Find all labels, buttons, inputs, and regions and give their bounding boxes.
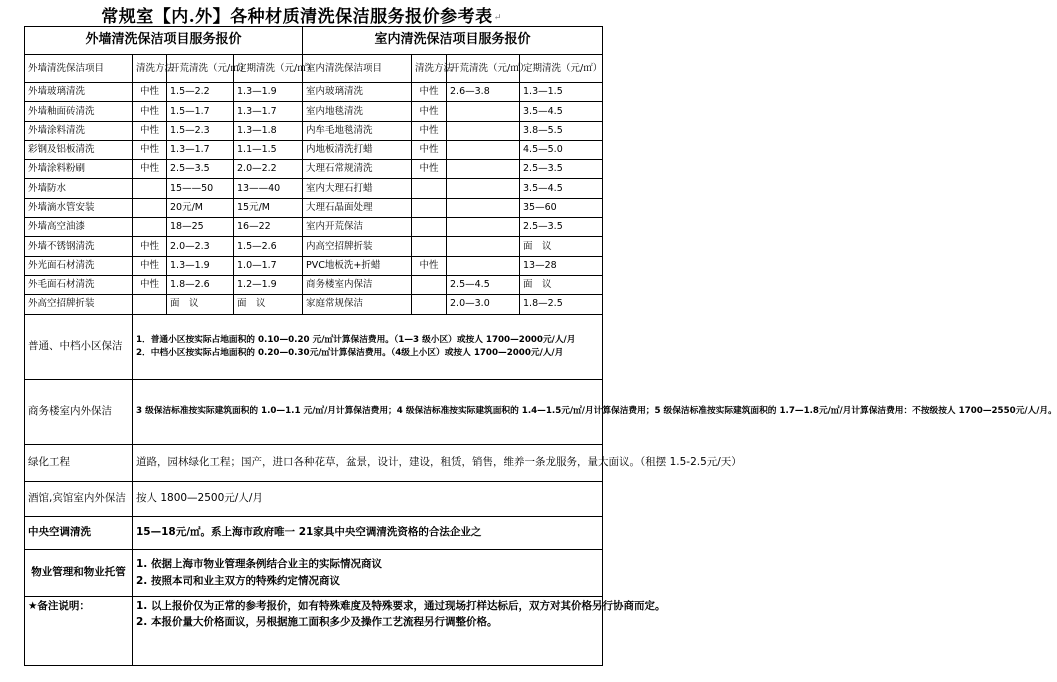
ac-text: 15—18元/㎡。系上海市政府唯一 21家具中央空调清洗资格的合法企业之 [133,516,603,549]
cell-outdoor-regular: 1.3—1.8 [234,121,303,140]
office-text: 3 级保洁标准按实际建筑面积的 1.0—1.1 元/㎡/月计算保洁费用；4 级保洁标准按实际建筑面积的 1.4—1.5元/㎡/月计算保洁费用；5 级保洁标准按实际建筑面积的 1.7—1.8元/㎡/月计算保洁费用：不按级按人 1700—2550元/人/月。 [133,379,603,444]
cell-indoor-initial [447,160,520,179]
cell-outdoor-regular: 1.5—2.6 [234,237,303,256]
property-label: 物业管理和物业托管 [25,549,133,596]
cell-indoor-initial [447,256,520,275]
cell-indoor-method: 中性 [412,256,447,275]
cell-outdoor-initial: 18—25 [167,218,234,237]
cell-indoor-item: 大理石晶面处理 [303,198,412,217]
document-title [0,2,603,27]
cell-outdoor-regular: 2.0—2.2 [234,160,303,179]
cell-outdoor-method [133,218,167,237]
cell-outdoor-regular: 16—22 [234,218,303,237]
remarks-line-2: 2. 本报价量大价格面议，另根据施工面积多少及操作工艺流程另行调整价格。 [136,615,498,628]
col-head-indoor-item: 室内清洗保洁项目 [303,55,412,83]
cell-indoor-method: 中性 [412,102,447,121]
cell-indoor-method: 中性 [412,140,447,159]
table-row [25,218,603,237]
office-row [25,379,603,444]
paragraph-mark: ↵ [493,12,502,23]
cell-outdoor-item: 外光面石材清洗 [25,256,133,275]
cell-outdoor-item: 外墙防水 [25,179,133,198]
residential-row [25,314,603,379]
cell-indoor-regular: 2.5—3.5 [520,218,603,237]
cell-indoor-regular: 3.8—5.5 [520,121,603,140]
cell-outdoor-item: 外墙滴水管安装 [25,198,133,217]
cell-indoor-initial [447,121,520,140]
cell-outdoor-item: 外墙涂料粉刷 [25,160,133,179]
hotel-label: 酒馆,宾馆室内外保洁 [25,481,133,516]
cell-indoor-item: PVC地板洗+折蜡 [303,256,412,275]
cell-indoor-method [412,198,447,217]
table-row [25,275,603,294]
cell-indoor-regular: 13—28 [520,256,603,275]
table-row [25,237,603,256]
cell-outdoor-initial: 1.5—2.3 [167,121,234,140]
cell-indoor-regular: 1.8—2.5 [520,295,603,314]
cell-indoor-method [412,237,447,256]
cell-indoor-item: 室内大理石打蜡 [303,179,412,198]
price-table-body [25,27,1057,666]
col-head-indoor-regular: 定期清洗（元/㎡） [520,55,603,83]
cell-outdoor-initial: 15——50 [167,179,234,198]
cell-outdoor-initial: 1.5—1.7 [167,102,234,121]
cell-outdoor-method: 中性 [133,121,167,140]
cell-indoor-initial: 2.5—4.5 [447,275,520,294]
cell-outdoor-item: 外墙高空油漆 [25,218,133,237]
col-head-outdoor-initial: 开荒清洗（元/㎡） [167,55,234,83]
column-head-row [25,55,603,83]
cell-outdoor-initial: 面 议 [167,295,234,314]
cell-indoor-regular: 2.5—3.5 [520,160,603,179]
cell-indoor-item: 家庭常规保洁 [303,295,412,314]
cell-outdoor-method: 中性 [133,237,167,256]
table-row [25,256,603,275]
cell-outdoor-initial: 20元/M [167,198,234,217]
cell-indoor-initial [447,179,520,198]
cell-outdoor-initial: 1.5—2.2 [167,83,234,102]
cell-indoor-regular: 3.5—4.5 [520,179,603,198]
greening-text: 道路，园林绿化工程；国产，进口各种花草，盆景，设计，建设，租赁，销售，维养一条龙服务，量大面议。（租摆 1.5-2.5元/天） [133,444,603,481]
cell-indoor-initial [447,102,520,121]
cell-outdoor-item: 外墙玻璃清洗 [25,83,133,102]
col-head-outdoor-regular: 定期清洗（元/㎡） [234,55,303,83]
cell-outdoor-method [133,179,167,198]
remarks-label: ★备注说明： [25,596,133,665]
cell-outdoor-method [133,198,167,217]
cell-indoor-item: 内地板清洗打蜡 [303,140,412,159]
indoor-section-head: 室内清洗保洁项目服务报价 [303,27,603,55]
cell-outdoor-method: 中性 [133,83,167,102]
cell-indoor-initial [447,140,520,159]
cell-indoor-method [412,218,447,237]
cell-outdoor-regular: 13——40 [234,179,303,198]
cell-outdoor-item: 外墙不锈钢清洗 [25,237,133,256]
cell-indoor-item: 室内地毯清洗 [303,102,412,121]
cell-outdoor-method: 中性 [133,256,167,275]
col-head-indoor-method: 清洗方法 [412,55,447,83]
table-row [25,160,603,179]
cell-indoor-initial [447,218,520,237]
title-text: 常规室【内.外】各种材质清洗保洁服务报价参考表 [101,7,493,27]
property-line-2: 2. 按照本司和业主双方的特殊约定情况商议 [136,574,340,587]
cell-indoor-regular: 面 议 [520,275,603,294]
cell-outdoor-item: 外墙涂料清洗 [25,121,133,140]
cell-outdoor-method: 中性 [133,140,167,159]
table-row [25,83,603,102]
hotel-text: 按人 1800—2500元/人/月 [133,481,603,516]
cell-indoor-item: 内牟毛地毯清洗 [303,121,412,140]
cell-indoor-regular: 3.5—4.5 [520,102,603,121]
cell-outdoor-method: 中性 [133,275,167,294]
residential-label: 普通、中档小区保洁 [25,314,133,379]
table-row [25,121,603,140]
col-head-indoor-initial: 开荒清洗（元/㎡） [447,55,520,83]
property-row [25,549,603,596]
cell-outdoor-initial: 1.3—1.7 [167,140,234,159]
ac-label: 中央空调清洗 [25,516,133,549]
cell-outdoor-regular: 1.0—1.7 [234,256,303,275]
cell-indoor-method: 中性 [412,83,447,102]
col-head-outdoor-method: 清洗方法 [133,55,167,83]
cell-outdoor-item: 外高空招牌折装 [25,295,133,314]
cell-outdoor-item: 外毛面石材清洗 [25,275,133,294]
table-row [25,179,603,198]
cell-indoor-item: 商务楼室内保洁 [303,275,412,294]
cell-indoor-item: 室内开荒保洁 [303,218,412,237]
cell-outdoor-method: 中性 [133,102,167,121]
col-head-outdoor-item: 外墙清洗保洁项目 [25,55,133,83]
cell-indoor-initial: 2.6—3.8 [447,83,520,102]
cell-outdoor-item: 彩钢及铝板清洗 [25,140,133,159]
ac-row [25,516,603,549]
cell-outdoor-method [133,295,167,314]
cell-outdoor-regular: 面 议 [234,295,303,314]
cell-outdoor-initial: 2.5—3.5 [167,160,234,179]
cell-outdoor-initial: 1.8—2.6 [167,275,234,294]
greening-row [25,444,603,481]
cell-indoor-regular: 35—60 [520,198,603,217]
cell-indoor-regular: 1.3—1.5 [520,83,603,102]
residential-text [133,314,603,379]
cell-indoor-method [412,275,447,294]
cell-outdoor-regular: 1.3—1.7 [234,102,303,121]
cell-outdoor-item: 外墙釉面砖清洗 [25,102,133,121]
property-text [133,549,603,596]
cell-indoor-method: 中性 [412,121,447,140]
cell-indoor-initial: 2.0—3.0 [447,295,520,314]
cell-outdoor-initial: 1.3—1.9 [167,256,234,275]
greening-label: 绿化工程 [25,444,133,481]
cell-indoor-item: 室内玻璃清洗 [303,83,412,102]
cell-outdoor-regular: 1.2—1.9 [234,275,303,294]
hotel-row [25,481,603,516]
outdoor-section-head: 外墙清洗保洁项目服务报价 [25,27,303,55]
table-row [25,140,603,159]
cell-outdoor-initial: 2.0—2.3 [167,237,234,256]
cell-outdoor-regular: 15元/M [234,198,303,217]
remarks-line-1: 1. 以上报价仅为正常的参考报价，如有特殊难度及特殊要求，通过现场打样达标后，双方对其价格另行协商而定。 [136,599,666,612]
remarks-row [25,596,603,665]
cell-outdoor-regular: 1.1—1.5 [234,140,303,159]
cell-indoor-regular: 4.5—5.0 [520,140,603,159]
residential-line-2: 2．中档小区按实际占地面积的 0.20—0.30元/㎡计算保洁费用。（4级上小区）或按人 1700—2000元/人/月 [136,347,564,358]
price-table [24,26,1057,666]
section-head-row [25,27,603,55]
cell-indoor-initial [447,237,520,256]
cell-outdoor-regular: 1.3—1.9 [234,83,303,102]
cell-indoor-initial [447,198,520,217]
table-row [25,198,603,217]
cell-indoor-method [412,295,447,314]
remarks-text [133,596,666,665]
residential-line-1: 1．普通小区按实际占地面积的 0.10—0.20 元/㎡计算保洁费用。（1—3 级小区）或按人 1700—2000元/人/月 [136,334,576,345]
table-row [25,102,603,121]
cell-indoor-method: 中性 [412,160,447,179]
office-label: 商务楼室内外保洁 [25,379,133,444]
property-line-1: 1. 依据上海市物业管理条例结合业主的实际情况商议 [136,558,382,571]
cell-indoor-method [412,179,447,198]
cell-indoor-item: 内高空招牌折装 [303,237,412,256]
cell-indoor-item: 大理石常规清洗 [303,160,412,179]
table-row [25,295,603,314]
cell-outdoor-method: 中性 [133,160,167,179]
cell-indoor-regular: 面 议 [520,237,603,256]
